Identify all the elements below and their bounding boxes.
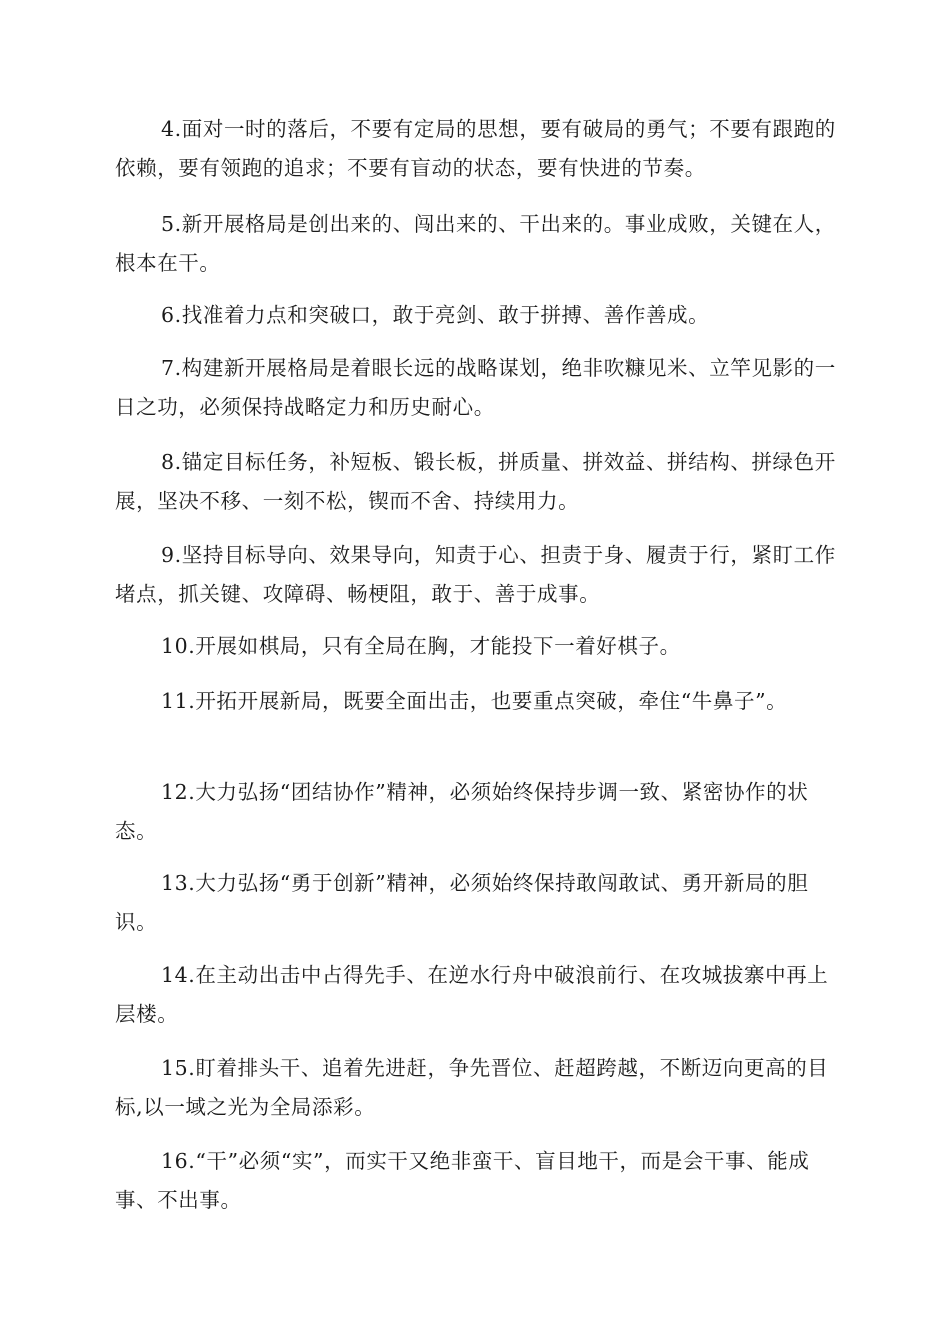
paragraph-16: 16.“干”必须“实”，而实干又绝非蛮干、盲目地干，而是会干事、能成事、不出事。	[115, 1149, 810, 1212]
paragraph-10: 10.开展如棋局，只有全局在胸，才能投下一着好棋子。	[161, 634, 681, 658]
paragraph-14: 14.在主动出击中占得先手、在逆水行舟中破浪前行、在攻城拔寨中再上层楼。	[115, 963, 829, 1026]
paragraph-5: 5.新开展格局是创出来的、闯出来的、干出来的。事业成败，关键在人，根本在干。	[115, 212, 836, 275]
paragraph-8: 8.锚定目标任务，补短板、锻长板，拼质量、拼效益、拼结构、拼绿色开展，坚决不移、一刻不松，锲而不舍、持续用力。	[115, 450, 836, 513]
paragraph-12: 12.大力弘扬“团结协作”精神，必须始终保持步调一致、紧密协作的状态。	[115, 780, 809, 843]
paragraph-9: 9.坚持目标导向、效果导向，知责于心、担责于身、履责于行，紧盯工作堵点，抓关键、攻障碍、畅梗阻，敢于、善于成事。	[115, 543, 836, 606]
paragraph-7: 7.构建新开展格局是着眼长远的战略谋划，绝非吹糠见米、立竿见影的一日之功，必须保持战略定力和历史耐心。	[115, 356, 836, 419]
paragraph-13: 13.大力弘扬“勇于创新”精神，必须始终保持敢闯敢试、勇开新局的胆识。	[115, 871, 809, 934]
paragraph-11: 11.开拓开展新局，既要全面出击，也要重点突破，牵住“牛鼻子”。	[161, 689, 788, 713]
paragraph-15: 15.盯着排头干、追着先进赶，争先晋位、赶超跨越，不断迈向更高的目标,以一域之光为全局添彩。	[115, 1056, 829, 1119]
paragraph-4: 4.面对一时的落后，不要有定局的思想，要有破局的勇气；不要有跟跑的依赖，要有领跑的追求；不要有盲动的状态，要有快进的节奏。	[115, 117, 836, 180]
paragraph-6: 6.找准着力点和突破口，敢于亮剑、敢于拼搏、善作善成。	[161, 303, 710, 327]
